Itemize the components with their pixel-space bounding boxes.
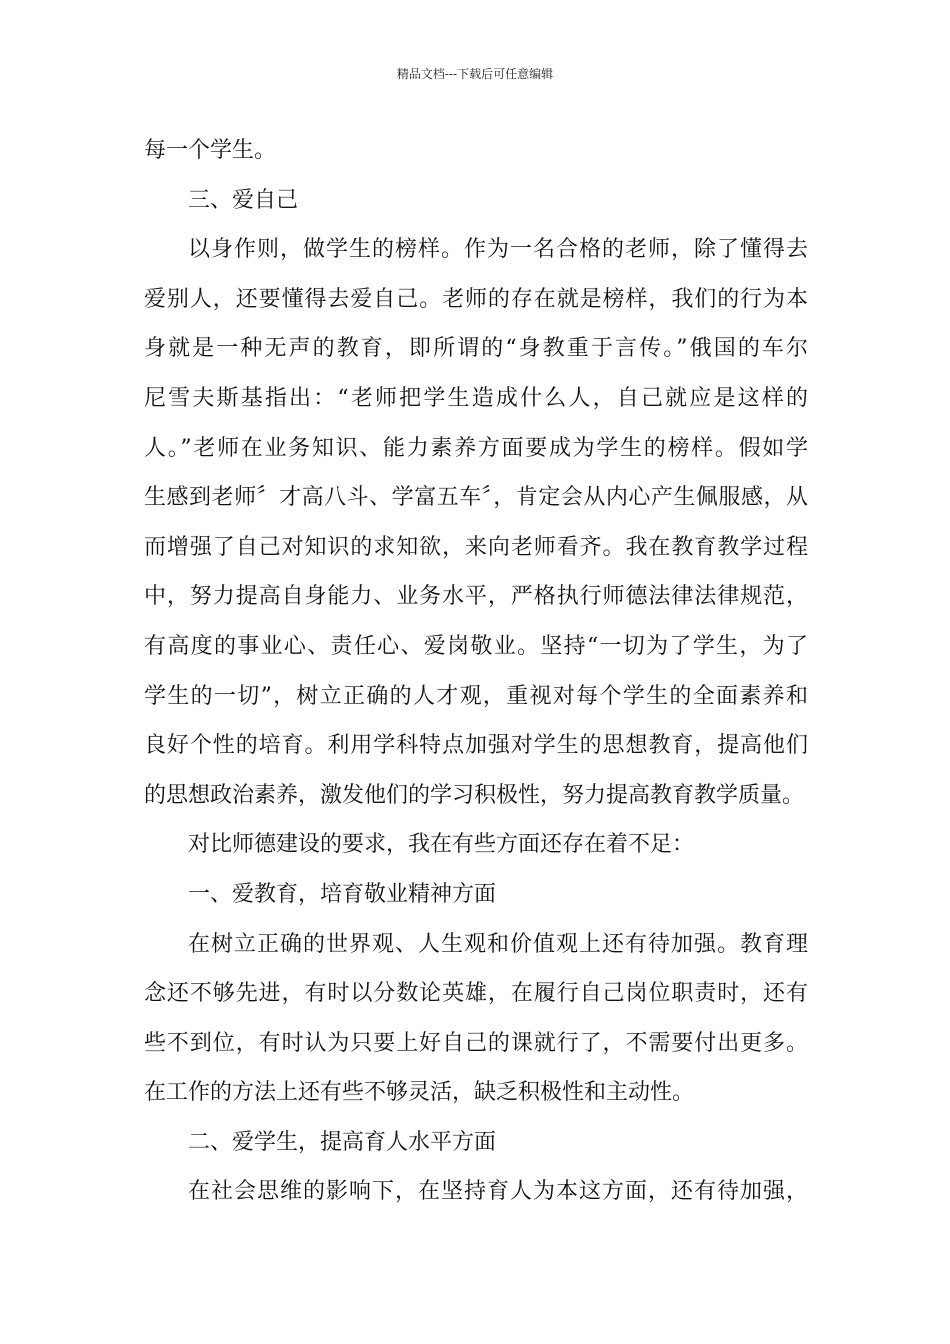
section-heading: 三、爱自己 [188,187,299,213]
text-line: 爱别人，还要懂得去爱自己。老师的存在就是榜样，我们的行为本 [144,286,808,312]
text-line: 良好个性的培育。利用学科特点加强对学生的思想教育，提高他们 [144,733,808,759]
text-line: 在工作的方法上还有些不够灵活，缺乏积极性和主动性。 [144,1080,695,1106]
text-line: 念还不够先进，有时以分数论英雄，在履行自己岗位职责时，还有 [144,981,808,1007]
text-line: 生感到老师〞才高八斗、学富五车〞，肯定会从内心产生佩服感，从 [144,485,808,511]
document-body [144,126,808,1217]
section-heading: 二、爱学生，提高育人水平方面 [188,1129,497,1155]
page-header: 精品文档---下载后可任意编辑 [396,67,554,81]
text-line: 些不到位，有时认为只要上好自己的课就行了，不需要付出更多。 [144,1030,808,1056]
text-line: 在社会思维的影响下，在坚持育人为本这方面，还有待加强， [188,1179,808,1205]
text-line: 以身作则，做学生的榜样。作为一名合格的老师，除了懂得去 [188,237,808,263]
text-line: 每一个学生。 [144,138,277,163]
text-line: 在树立正确的世界观、人生观和价值观上还有待加强。教育理 [188,931,808,957]
text-line: 而增强了自己对知识的求知欲，来向老师看齐。我在教育教学过程 [144,534,808,560]
section-heading: 一、爱教育，培育敬业精神方面 [188,881,497,907]
text-line: 身就是一种无声的教育，即所谓的“身教重于言传。”俄国的车尔 [144,336,808,362]
text-line: 中，努力提高自身能力、业务水平，严格执行师德法律法律规范， [144,584,808,610]
text-line: 有高度的事业心、责任心、爱岗敬业。坚持“一切为了学生，为了 [144,633,808,659]
text-line: 人。”老师在业务知识、能力素养方面要成为学生的榜样。假如学 [144,435,808,461]
text-line: 对比师德建设的要求，我在有些方面还存在着不足： [188,832,695,858]
text-line: 尼雪夫斯基指出：“老师把学生造成什么人，自己就应是这样的 [144,385,808,411]
text-line: 学生的一切”，树立正确的人才观，重视对每个学生的全面素养和 [144,683,808,709]
text-line: 的思想政治素养，激发他们的学习积极性，努力提高教育教学质量。 [144,782,805,808]
